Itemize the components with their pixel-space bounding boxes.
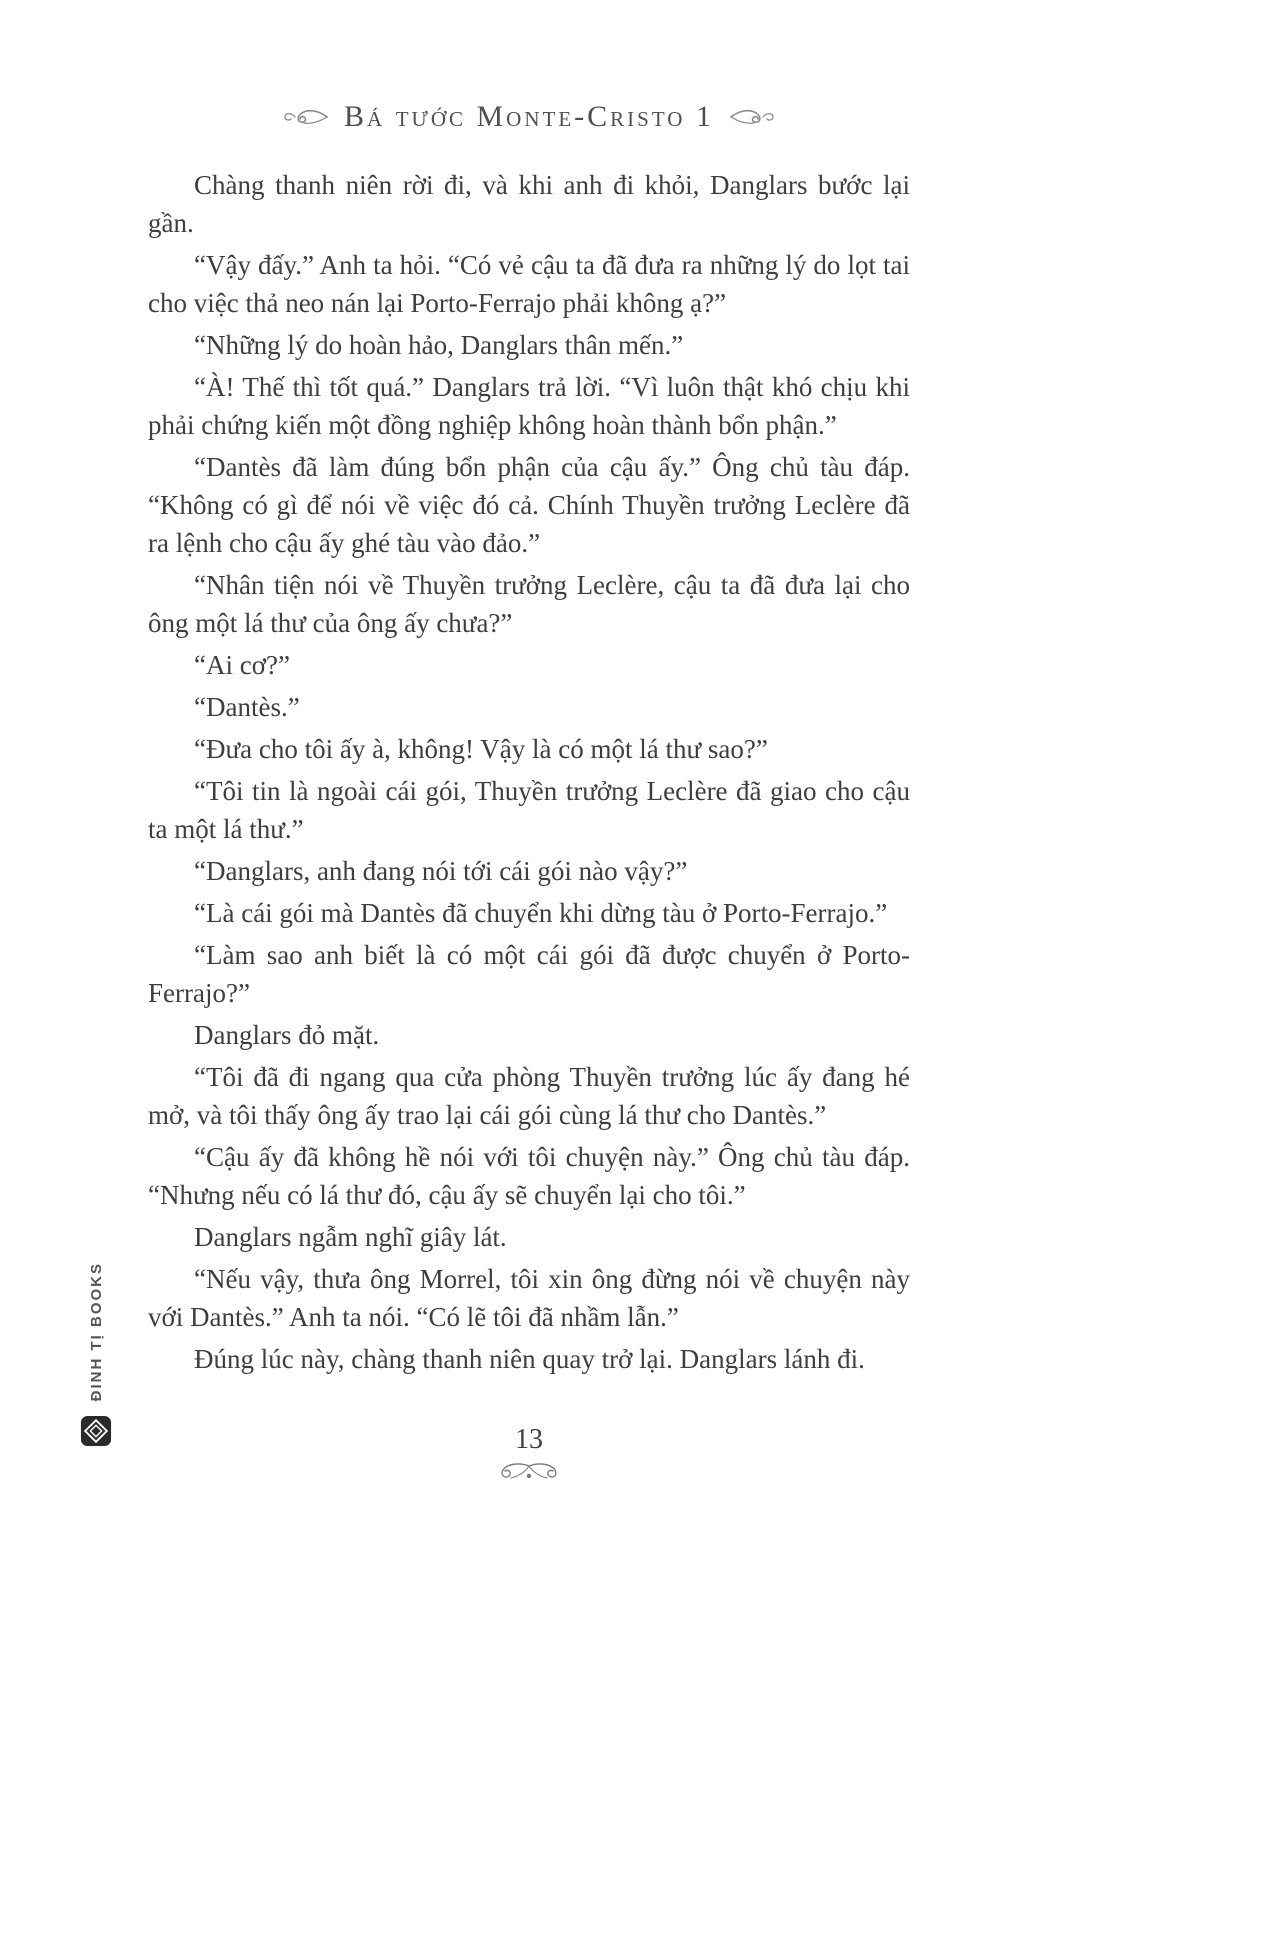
paragraph: “Đưa cho tôi ấy à, không! Vậy là có một lá thư sao?” [194, 734, 768, 764]
paragraph: “Tôi đã đi ngang qua cửa phòng Thuyền trưởng lúc ấy đang hé mở, và tôi thấy ông ấy trao lại cái gói cùng lá thư cho Dantès.” [148, 1062, 910, 1130]
book-title: Bá tước Monte-Cristo 1 [344, 100, 714, 133]
paragraph: “Là cái gói mà Dantès đã chuyển khi dừng tàu ở Porto-Ferrajo.” [194, 898, 888, 928]
header-ornament-left-icon [282, 107, 328, 127]
paragraph: Danglars đỏ mặt. [194, 1020, 380, 1050]
paragraph: “Cậu ấy đã không hề nói với tôi chuyện này.” Ông chủ tàu đáp. “Nhưng nếu có lá thư đó, cậu ấy sẽ chuyển lại cho tôi.” [148, 1142, 910, 1210]
page-header [148, 100, 910, 134]
paragraph: “Những lý do hoàn hảo, Danglars thân mến.” [194, 330, 684, 360]
publisher-name: ĐINH TỊ BOOKS [87, 1262, 105, 1402]
paragraph: “Nếu vậy, thưa ông Morrel, tôi xin ông đừng nói về chuyện này với Dantès.” Anh ta nói. “Có lẽ tôi đã nhầm lẫn.” [148, 1264, 910, 1332]
paragraph: “À! Thế thì tốt quá.” Danglars trả lời. “Vì luôn thật khó chịu khi phải chứng kiến một đồng nghiệp không hoàn thành bổn phận.” [148, 372, 910, 440]
paragraph: Đúng lúc này, chàng thanh niên quay trở lại. Danglars lánh đi. [194, 1344, 865, 1374]
body-text [148, 166, 910, 1382]
paragraph: “Làm sao anh biết là có một cái gói đã được chuyển ở Porto-Ferrajo?” [148, 940, 910, 1008]
paragraph: “Tôi tin là ngoài cái gói, Thuyền trưởng Leclère đã giao cho cậu ta một lá thư.” [148, 776, 910, 844]
paragraph: Danglars ngẫm nghĩ giây lát. [194, 1222, 507, 1252]
publisher-spine [76, 1262, 116, 1452]
header-ornament-right-icon [730, 107, 776, 127]
paragraph: “Dantès.” [194, 692, 300, 722]
paragraph: “Ai cơ?” [194, 650, 290, 680]
paragraph: “Vậy đấy.” Anh ta hỏi. “Có vẻ cậu ta đã đưa ra những lý do lọt tai cho việc thả neo nán lại Porto-Ferrajo phải không ạ?” [148, 250, 910, 318]
paragraph: “Nhân tiện nói về Thuyền trưởng Leclère, cậu ta đã đưa lại cho ông một lá thư của ông ấy chưa?” [148, 570, 910, 638]
paragraph: “Danglars, anh đang nói tới cái gói nào vậy?” [194, 856, 688, 886]
page-number: 13 [515, 1424, 543, 1455]
paragraph: “Dantès đã làm đúng bổn phận của cậu ấy.” Ông chủ tàu đáp. “Không có gì để nói về việc đó cả. Chính Thuyền trưởng Leclère đã ra lệnh cho cậu ấy ghé tàu vào đảo.” [148, 452, 910, 558]
paragraph: Chàng thanh niên rời đi, và khi anh đi khỏi, Danglars bước lại gần. [148, 170, 910, 238]
publisher-logo-icon [80, 1415, 112, 1452]
footer-flourish-icon [148, 1460, 910, 1491]
page-footer [148, 1424, 910, 1491]
